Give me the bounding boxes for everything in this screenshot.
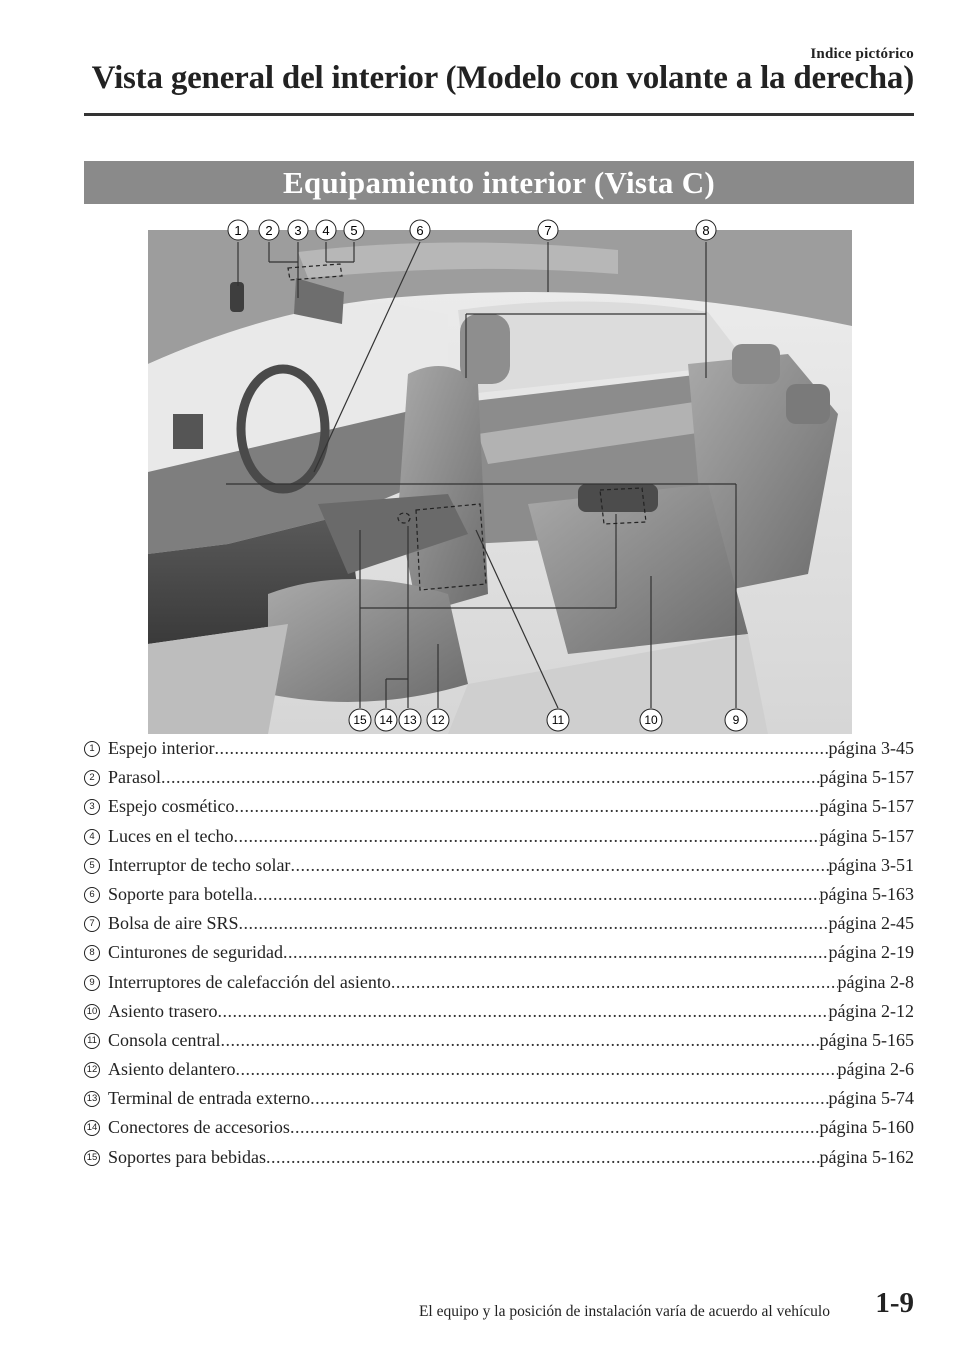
legend-label: Soportes para bebidas [108, 1146, 266, 1167]
svg-text:5: 5 [350, 223, 358, 238]
number-badge: 13 [84, 1091, 100, 1107]
page-reference: página 5-157 [819, 825, 914, 846]
legend-item [84, 738, 914, 767]
rear-view-mirror [230, 282, 244, 312]
legend-label: Soporte para botella [108, 883, 253, 904]
number-badge: 5 [84, 858, 100, 874]
page-reference: página 2-45 [828, 913, 914, 934]
dot-leader [391, 972, 838, 993]
page-reference: página 5-160 [819, 1117, 914, 1138]
page-reference: página 5-162 [819, 1146, 914, 1167]
dot-leader [290, 1117, 820, 1138]
number-badge: 6 [84, 887, 100, 903]
legend-label: Espejo cosmético [108, 796, 235, 817]
dot-leader [220, 1030, 819, 1051]
legend-item [84, 855, 914, 884]
callout-11 [547, 709, 569, 731]
page-title: Vista general del interior (Modelo con volante a la derecha) [91, 60, 914, 96]
legend-label: Asiento trasero [108, 1000, 218, 1021]
page-reference: página 3-51 [828, 854, 914, 875]
dot-leader [214, 738, 828, 759]
dot-leader [217, 1001, 828, 1022]
page-reference: página 2-12 [828, 1000, 914, 1021]
dot-leader [239, 913, 829, 934]
front-seat-back [398, 366, 488, 614]
dot-leader [283, 942, 829, 963]
car-interior-drawing [148, 214, 852, 734]
page-reference: página 5-165 [819, 1029, 914, 1050]
page-reference: página 2-6 [837, 1059, 914, 1080]
number-badge: 7 [84, 916, 100, 932]
callout-3 [288, 220, 308, 240]
number-badge: 11 [84, 1033, 100, 1049]
section-label: Indice pictórico [810, 46, 914, 62]
legend-item [84, 913, 914, 942]
svg-text:2: 2 [265, 223, 273, 238]
page-reference: página 5-157 [819, 796, 914, 817]
legend-label: Consola central [108, 1029, 221, 1050]
dot-leader [235, 1059, 837, 1080]
legend-label: Conectores de accesorios [108, 1117, 290, 1138]
page-reference: página 5-163 [819, 883, 914, 904]
svg-text:7: 7 [544, 223, 552, 238]
dot-leader [234, 796, 819, 817]
legend-item [84, 1001, 914, 1030]
legend-label: Bolsa de aire SRS [108, 913, 239, 934]
legend-item [84, 796, 914, 825]
callout-9 [725, 709, 747, 731]
number-badge: 2 [84, 770, 100, 786]
rear-headrest [732, 344, 780, 384]
legend-item [84, 1030, 914, 1059]
number-badge: 8 [84, 945, 100, 961]
legend-label: Luces en el techo [108, 825, 234, 846]
svg-text:1: 1 [234, 223, 242, 238]
legend-label: Parasol [108, 767, 161, 788]
callout-4 [316, 220, 336, 240]
legend-label: Cinturones de seguridad [108, 942, 283, 963]
callout-12 [427, 709, 449, 731]
dot-leader [266, 1147, 820, 1168]
legend-label: Terminal de entrada externo [108, 1088, 311, 1109]
svg-text:13: 13 [403, 713, 417, 727]
svg-text:8: 8 [702, 223, 710, 238]
number-badge: 3 [84, 799, 100, 815]
dot-leader [290, 855, 828, 876]
number-badge: 1 [84, 741, 100, 757]
number-badge: 14 [84, 1120, 100, 1136]
callout-7 [538, 220, 558, 240]
section-banner: Equipamiento interior (Vista C) [84, 161, 914, 204]
svg-text:3: 3 [294, 223, 302, 238]
legend-item [84, 826, 914, 855]
legend-item [84, 1088, 914, 1117]
number-badge: 10 [84, 1004, 100, 1020]
number-badge: 4 [84, 829, 100, 845]
dot-leader [253, 884, 820, 905]
svg-text:6: 6 [416, 223, 424, 238]
callout-6 [410, 220, 430, 240]
page-reference: página 2-19 [828, 942, 914, 963]
legend-label: Asiento delantero [108, 1059, 236, 1080]
legend-item [84, 884, 914, 913]
callout-15 [349, 709, 371, 731]
svg-text:4: 4 [322, 223, 330, 238]
svg-text:12: 12 [431, 713, 445, 727]
legend-label: Interruptores de calefacción del asiento [108, 971, 391, 992]
callout-13 [399, 709, 421, 731]
footer-note: El equipo y la posición de instalación varía de acuerdo al vehículo [418, 1303, 830, 1320]
dot-leader [161, 767, 820, 788]
armrest [578, 484, 658, 512]
page-reference: página 5-157 [819, 767, 914, 788]
number-badge: 15 [84, 1150, 100, 1166]
legend-list [84, 738, 914, 1176]
dot-leader [310, 1088, 828, 1109]
interior-illustration [148, 214, 852, 734]
front-headrest [460, 314, 510, 384]
page-reference: página 5-74 [828, 1088, 914, 1109]
legend-item [84, 942, 914, 971]
legend-item [84, 1147, 914, 1176]
number-badge: 9 [84, 975, 100, 991]
dot-leader [233, 826, 819, 847]
legend-item [84, 767, 914, 796]
legend-label: Espejo interior [108, 738, 215, 758]
svg-text:11: 11 [551, 713, 565, 727]
page-reference: página 3-45 [828, 738, 914, 758]
svg-text:15: 15 [353, 713, 367, 727]
legend-item [84, 1117, 914, 1146]
svg-text:10: 10 [644, 713, 658, 727]
title-divider [84, 113, 914, 116]
legend-label: Interruptor de techo solar [108, 854, 291, 875]
callout-5 [344, 220, 364, 240]
legend-item [84, 972, 914, 1001]
svg-text:9: 9 [732, 713, 740, 727]
callout-8 [696, 220, 716, 240]
display-screen [173, 414, 203, 449]
page-reference: página 2-8 [837, 971, 914, 992]
callout-10 [640, 709, 662, 731]
number-badge: 12 [84, 1062, 100, 1078]
callout-14 [375, 709, 397, 731]
legend-item [84, 1059, 914, 1088]
rear-headrest-2 [786, 384, 830, 424]
page-number: 1-9 [875, 1287, 914, 1319]
callout-2 [259, 220, 279, 240]
svg-text:14: 14 [379, 713, 393, 727]
callout-1 [228, 220, 248, 240]
